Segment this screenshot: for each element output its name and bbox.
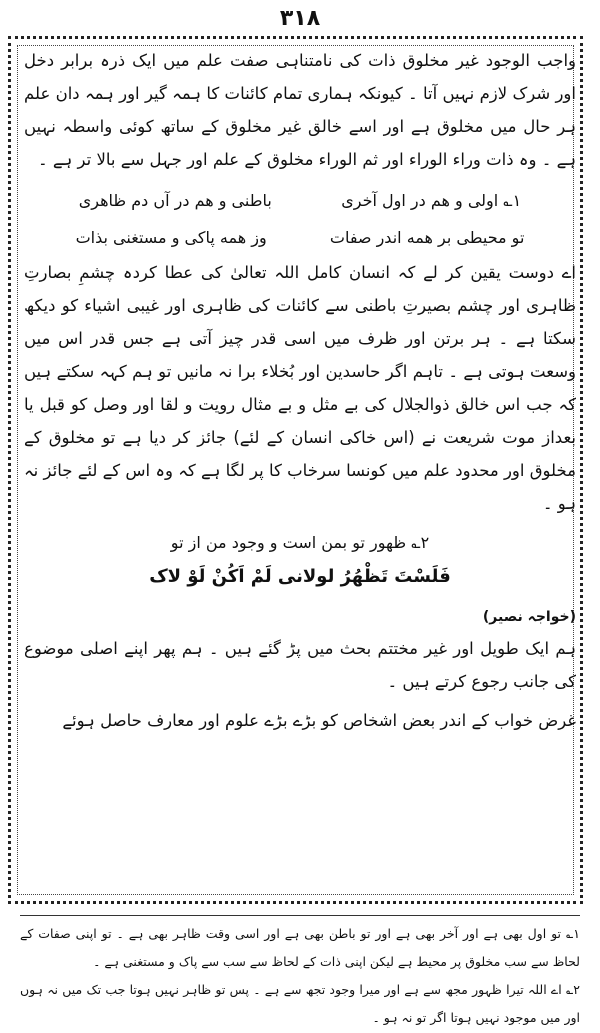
paragraph: غرض خواب کے اندر بعض اشخاص کو بڑے بڑے علوم اور معارف حاصل ہوئے <box>62 711 576 730</box>
hemistich: وز همه پاکی و مستغنی بذات <box>75 228 267 247</box>
page-number: ۳۱۸ <box>279 6 321 31</box>
hemistich: باطنی و هم در آں دم ظاهری <box>78 191 272 210</box>
footnote: ۱؎ تو اول بھی ہے اور آخر بھی ہے اور تو باطن بھی ہے اور اسی وقت ظاہر بھی ہے ۔ تو اپنی صفات کے لحاظ سے سب مخلوق پر محیط ہے لیکن اپنی ذات کے لحاظ سے سب سے پاک و مستغنی ہے ۔ <box>20 926 580 969</box>
main-text <box>24 44 576 900</box>
hemistich: تو محیطی بر همه اندر صفات <box>329 228 525 247</box>
footnotes <box>20 920 580 1032</box>
hemistich: ۱؎ اولی و هم در اول آخری <box>341 191 522 210</box>
verse-arabic: فَلَسْتَ تَظْهُرُ لولانی لَمْ اَکُنْ لَوْ لاک <box>149 566 451 587</box>
paragraph: اے دوست یقین کر لے کہ انسان کامل اللہ تعالیٰ کی عطا کردہ چشمِ بصارتِ ظاہری اور چشم بصیرتِ باطنی سے کائنات کی ظاہری اور غیبی اشیاء کو دیکھ سکتا ہے ۔ ہر برتن اور ظرف میں اسی قدر چیز آتی ہے جس قدر اس میں وسعت ہوتی ہے ۔ تاہم اگر حاسدین اور بُخلاء برا نہ مانیں تو ہم کہہ سکتے ہیں کہ جب اس خالق ذوالجلال کی بے مثل و بے مثال رویت و لقا اور وصل کو قبل یا بعداز موت شریعت نے (اس خاکی انسان کے لئے) جائز کر دیا ہے تو مخلوق کے مخلوق اور محدود علم میں کونسا سرخاب کا پر لگا ہے کہ وہ اس کے لئے جائز نہ ہو ۔ <box>24 263 576 513</box>
poet-attribution: (خواجہ نصیر) <box>482 609 576 625</box>
paragraph: ہم ایک طویل اور غیر مختتم بحث میں پڑ گئے ہیں ۔ ہم پھر اپنے اصلی موضوع کی جانب رجوع کرتے ہیں ۔ <box>24 639 576 691</box>
verse-line <box>24 182 576 219</box>
verse-line <box>24 219 576 256</box>
footnote-divider <box>20 915 580 916</box>
paragraph: واجب الوجود غیر مخلوق ذات کی نامتناہی صفت علم میں ایک ذرہ برابر دخل اور شرک لازم نہیں آتا ۔ کیونکہ ہماری تمام کائنات کا ہمہ گیر اور ہمہ دان علم ہر حال میں مخلوق ہے اور اسے خالق غیر مخلوق کے ساتھ کوئی واسطہ نہیں ہے ۔ وہ ذات وراء الوراء اور ثم الوراء مخلوق کے علم اور جہل سے بالا تر ہے ۔ <box>24 51 576 169</box>
footnote: ۲؎ اے اللہ تیرا ظہور مجھ سے ہے اور میرا وجود تجھ سے ہے ۔ پس تو ظاہر نہیں ہوتا جب تک میں نہ ہوں اور میں موجود نہیں ہوتا اگر تو نہ ہو ۔ <box>20 982 580 1025</box>
verse-persian: ۲؎ ظهور تو بمن است و وجود من از تو <box>170 533 430 552</box>
